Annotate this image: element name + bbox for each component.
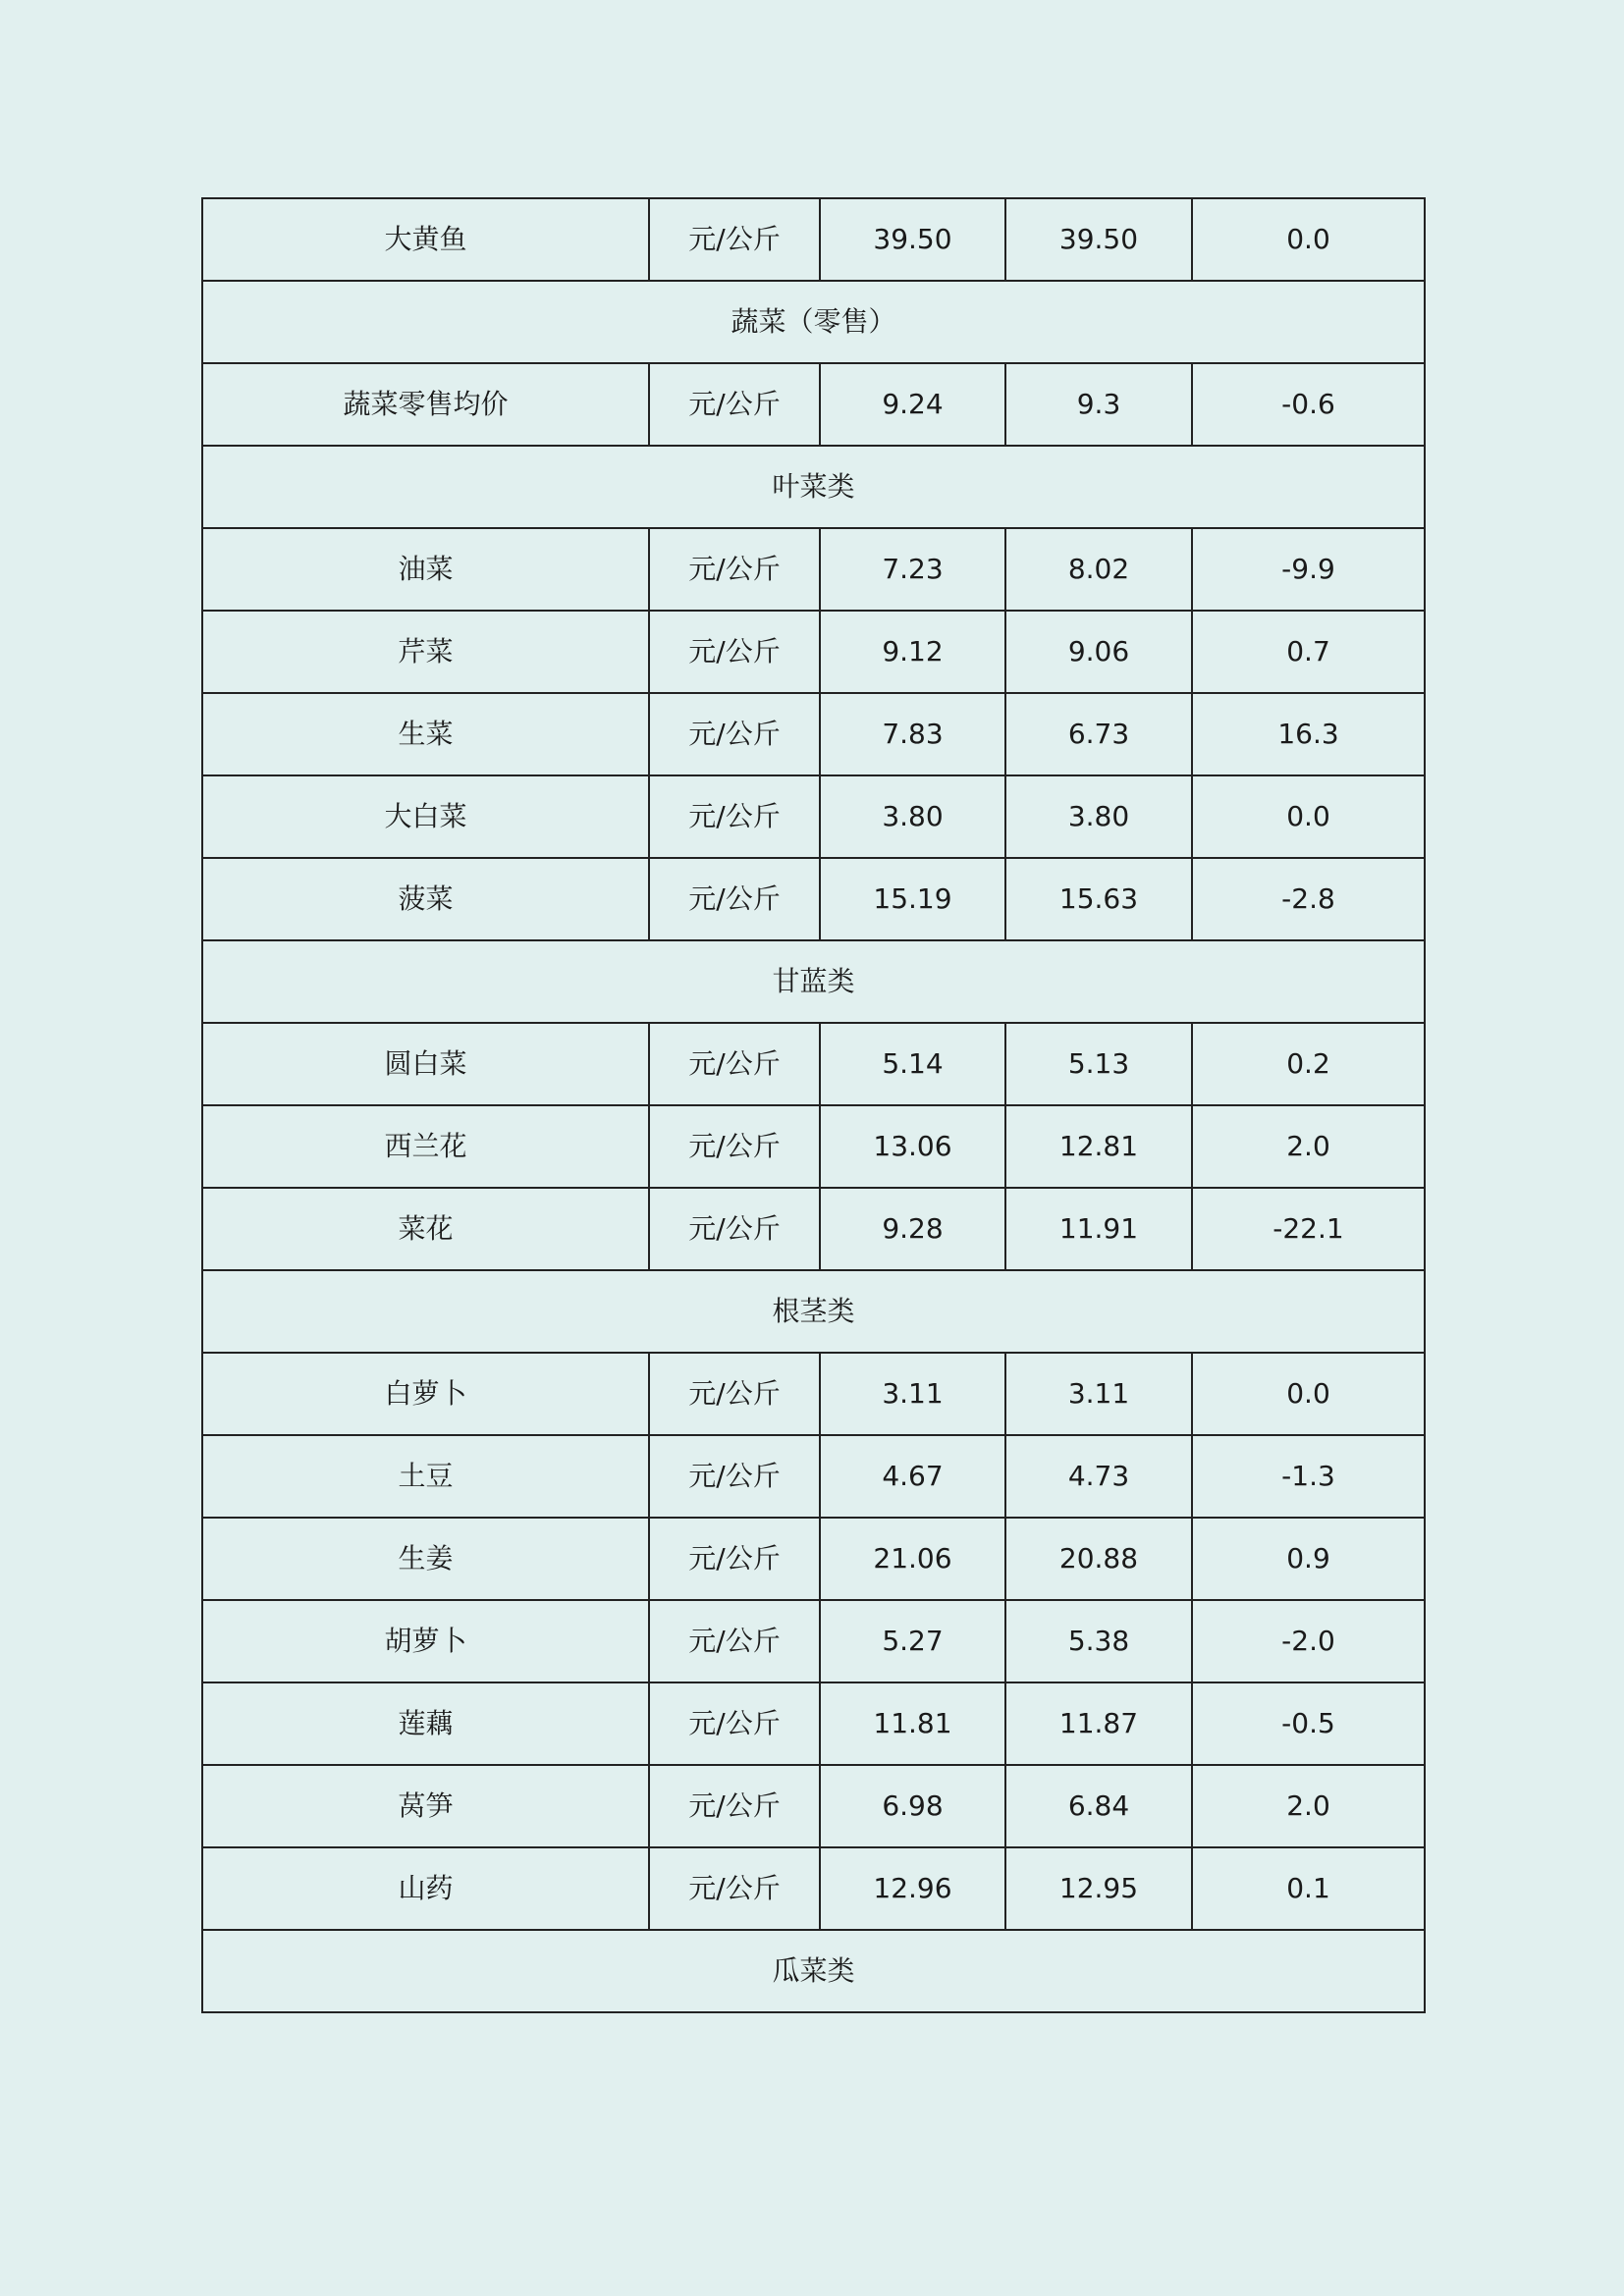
- current-price-cell: 6.98: [820, 1765, 1005, 1847]
- table-row: [202, 1682, 1425, 1765]
- table-row: [202, 775, 1425, 858]
- unit-cell: 元/公斤: [649, 1353, 820, 1435]
- current-price-cell: 7.83: [820, 693, 1005, 775]
- current-price-cell: 9.28: [820, 1188, 1005, 1270]
- current-price-cell: 15.19: [820, 858, 1005, 940]
- previous-price-cell: 39.50: [1005, 198, 1192, 281]
- previous-price-cell: 6.84: [1005, 1765, 1192, 1847]
- unit-cell: 元/公斤: [649, 198, 820, 281]
- category-row: [202, 446, 1425, 528]
- table-row: [202, 611, 1425, 693]
- table-row: [202, 693, 1425, 775]
- unit-cell: 元/公斤: [649, 1188, 820, 1270]
- current-price-cell: 11.81: [820, 1682, 1005, 1765]
- unit-cell: 元/公斤: [649, 528, 820, 611]
- table-row: [202, 858, 1425, 940]
- change-percent-cell: 0.0: [1192, 1353, 1425, 1435]
- table-row: [202, 1435, 1425, 1518]
- category-label: 甘蓝类: [202, 940, 1425, 1023]
- change-percent-cell: 2.0: [1192, 1765, 1425, 1847]
- unit-cell: 元/公斤: [649, 1765, 820, 1847]
- previous-price-cell: 8.02: [1005, 528, 1192, 611]
- unit-cell: 元/公斤: [649, 363, 820, 446]
- price-table-body: [202, 198, 1425, 2012]
- change-percent-cell: -22.1: [1192, 1188, 1425, 1270]
- unit-cell: 元/公斤: [649, 693, 820, 775]
- previous-price-cell: 5.13: [1005, 1023, 1192, 1105]
- change-percent-cell: -0.6: [1192, 363, 1425, 446]
- previous-price-cell: 6.73: [1005, 693, 1192, 775]
- change-percent-cell: 0.0: [1192, 198, 1425, 281]
- unit-cell: 元/公斤: [649, 1023, 820, 1105]
- item-name-cell: 胡萝卜: [202, 1600, 649, 1682]
- current-price-cell: 12.96: [820, 1847, 1005, 1930]
- previous-price-cell: 20.88: [1005, 1518, 1192, 1600]
- change-percent-cell: -9.9: [1192, 528, 1425, 611]
- item-name-cell: 山药: [202, 1847, 649, 1930]
- item-name-cell: 生菜: [202, 693, 649, 775]
- change-percent-cell: 0.1: [1192, 1847, 1425, 1930]
- unit-cell: 元/公斤: [649, 1105, 820, 1188]
- change-percent-cell: 0.9: [1192, 1518, 1425, 1600]
- item-name-cell: 莲藕: [202, 1682, 649, 1765]
- previous-price-cell: 5.38: [1005, 1600, 1192, 1682]
- category-label: 叶菜类: [202, 446, 1425, 528]
- previous-price-cell: 11.91: [1005, 1188, 1192, 1270]
- unit-cell: 元/公斤: [649, 1847, 820, 1930]
- category-row: [202, 281, 1425, 363]
- unit-cell: 元/公斤: [649, 1682, 820, 1765]
- previous-price-cell: 11.87: [1005, 1682, 1192, 1765]
- change-percent-cell: -1.3: [1192, 1435, 1425, 1518]
- unit-cell: 元/公斤: [649, 1600, 820, 1682]
- previous-price-cell: 12.81: [1005, 1105, 1192, 1188]
- table-row: [202, 1847, 1425, 1930]
- current-price-cell: 21.06: [820, 1518, 1005, 1600]
- item-name-cell: 西兰花: [202, 1105, 649, 1188]
- current-price-cell: 4.67: [820, 1435, 1005, 1518]
- current-price-cell: 39.50: [820, 198, 1005, 281]
- item-name-cell: 大黄鱼: [202, 198, 649, 281]
- change-percent-cell: 16.3: [1192, 693, 1425, 775]
- unit-cell: 元/公斤: [649, 775, 820, 858]
- current-price-cell: 7.23: [820, 528, 1005, 611]
- table-row: [202, 1105, 1425, 1188]
- current-price-cell: 9.12: [820, 611, 1005, 693]
- current-price-cell: 3.80: [820, 775, 1005, 858]
- table-row: [202, 1188, 1425, 1270]
- change-percent-cell: 0.0: [1192, 775, 1425, 858]
- item-name-cell: 芹菜: [202, 611, 649, 693]
- item-name-cell: 土豆: [202, 1435, 649, 1518]
- previous-price-cell: 12.95: [1005, 1847, 1192, 1930]
- item-name-cell: 菠菜: [202, 858, 649, 940]
- item-name-cell: 莴笋: [202, 1765, 649, 1847]
- previous-price-cell: 15.63: [1005, 858, 1192, 940]
- previous-price-cell: 9.3: [1005, 363, 1192, 446]
- unit-cell: 元/公斤: [649, 1518, 820, 1600]
- category-label: 蔬菜（零售）: [202, 281, 1425, 363]
- table-row: [202, 1518, 1425, 1600]
- table-row: [202, 1353, 1425, 1435]
- item-name-cell: 蔬菜零售均价: [202, 363, 649, 446]
- category-row: [202, 1270, 1425, 1353]
- current-price-cell: 13.06: [820, 1105, 1005, 1188]
- previous-price-cell: 4.73: [1005, 1435, 1192, 1518]
- current-price-cell: 5.27: [820, 1600, 1005, 1682]
- item-name-cell: 油菜: [202, 528, 649, 611]
- category-row: [202, 940, 1425, 1023]
- change-percent-cell: -2.8: [1192, 858, 1425, 940]
- unit-cell: 元/公斤: [649, 611, 820, 693]
- table-row: [202, 1023, 1425, 1105]
- item-name-cell: 圆白菜: [202, 1023, 649, 1105]
- current-price-cell: 9.24: [820, 363, 1005, 446]
- category-label: 瓜菜类: [202, 1930, 1425, 2012]
- current-price-cell: 5.14: [820, 1023, 1005, 1105]
- table-row: [202, 363, 1425, 446]
- table-row: [202, 198, 1425, 281]
- current-price-cell: 3.11: [820, 1353, 1005, 1435]
- item-name-cell: 白萝卜: [202, 1353, 649, 1435]
- previous-price-cell: 9.06: [1005, 611, 1192, 693]
- change-percent-cell: -0.5: [1192, 1682, 1425, 1765]
- change-percent-cell: 2.0: [1192, 1105, 1425, 1188]
- previous-price-cell: 3.11: [1005, 1353, 1192, 1435]
- item-name-cell: 生姜: [202, 1518, 649, 1600]
- item-name-cell: 大白菜: [202, 775, 649, 858]
- change-percent-cell: -2.0: [1192, 1600, 1425, 1682]
- table-row: [202, 528, 1425, 611]
- unit-cell: 元/公斤: [649, 1435, 820, 1518]
- change-percent-cell: 0.7: [1192, 611, 1425, 693]
- price-table: [201, 197, 1426, 2013]
- unit-cell: 元/公斤: [649, 858, 820, 940]
- table-row: [202, 1765, 1425, 1847]
- category-label: 根茎类: [202, 1270, 1425, 1353]
- previous-price-cell: 3.80: [1005, 775, 1192, 858]
- item-name-cell: 菜花: [202, 1188, 649, 1270]
- table-row: [202, 1600, 1425, 1682]
- category-row: [202, 1930, 1425, 2012]
- change-percent-cell: 0.2: [1192, 1023, 1425, 1105]
